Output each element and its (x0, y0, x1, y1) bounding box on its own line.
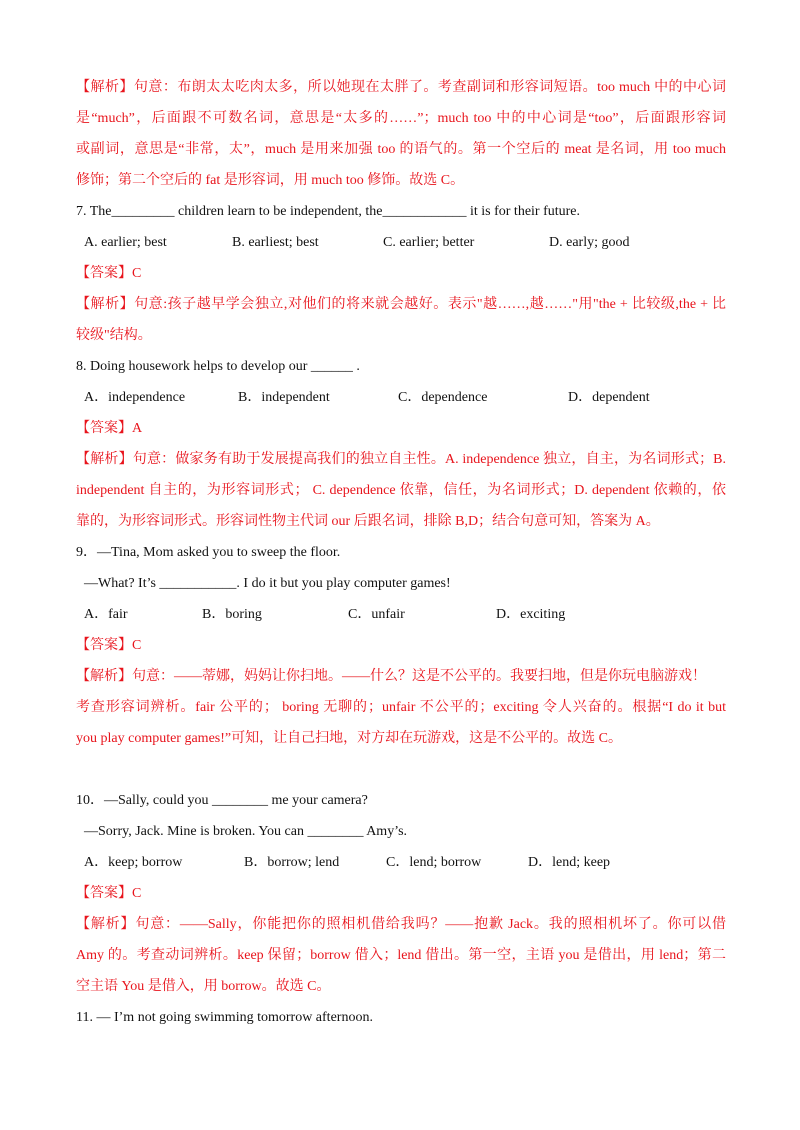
q10-option-d: D．lend; keep (528, 855, 611, 870)
q8-options (76, 382, 726, 413)
q10-explanation-line-2: Amy 的。考查动词辨析。keep 保留；borrow 借入；lend 借出。第一空，主语 you 是借出，用 lend；第二 (76, 948, 726, 963)
q10-option-b: B．borrow; lend (244, 855, 340, 870)
q7-option-a: A. earlier; best (84, 235, 167, 250)
q10-answer: 【答案】C (76, 886, 142, 901)
q7-explanation-line-1: 【解析】句意:孩子越早学会独立,对他们的将来就会越好。表示"越……,越……"用"the + 比较级,the + 比 (76, 297, 726, 312)
q7-option-c: C. earlier; better (383, 235, 475, 250)
q9-stem: 9．—Tina, Mom asked you to sweep the floor. (76, 545, 341, 560)
q9-option-a: A．fair (84, 607, 128, 622)
q8-answer: 【答案】A (76, 421, 143, 436)
q10-explanation-line-3: 空主语 You 是借入，用 borrow。故选 C。 (76, 979, 331, 994)
q9-answer: 【答案】C (76, 638, 142, 653)
q8-stem: 8. Doing housework helps to develop our ______ . (76, 359, 360, 374)
q6-explanation-line-3: 或副词，意思是“非常，太”，much 是用来加强 too 的语气的。第一个空后的 meat 是名词，用 too much (76, 142, 726, 157)
q9-option-c: C．unfair (348, 607, 405, 622)
q9-explanation-line-1: 【解析】句意：——蒂娜，妈妈让你扫地。——什么？这是不公平的。我要扫地，但是你玩电脑游戏！ (76, 669, 706, 684)
q8-option-d: D．dependent (568, 390, 650, 405)
q10-option-a: A．keep; borrow (84, 855, 183, 870)
q9-explanation-line-2: 考查形容词辨析。fair 公平的； boring 无聊的；unfair 不公平的；exciting 令人兴奋的。根据“I do it but (76, 700, 726, 715)
q8-option-c: C．dependence (398, 390, 488, 405)
q6-explanation-line-2: 是“much”，后面跟不可数名词，意思是“太多的……”；much too 中的中心词是“too”，后面跟形容词 (76, 111, 726, 126)
q9-option-b: B．boring (202, 607, 262, 622)
q7-answer: 【答案】C (76, 266, 142, 281)
q6-explanation-line-4: 修饰；第二个空后的 fat 是形容词，用 much too 修饰。故选 C。 (76, 173, 465, 188)
q7-stem: 7. The_________ children learn to be independent, the____________ it is for their future. (76, 204, 581, 219)
q10-option-c: C．lend; borrow (386, 855, 482, 870)
q9-option-d: D．exciting (496, 607, 566, 622)
q10-options (76, 847, 726, 878)
section-spacer (76, 754, 726, 785)
q9-explanation-line-3: you play computer games!”可知，让自己扫地，对方却在玩游戏，这是不公平的。故选 C。 (76, 731, 622, 746)
q8-option-a: A．independence (84, 390, 186, 405)
q9-options (76, 599, 726, 630)
q8-explanation-line-2: independent 自主的，为形容词形式； C. dependence 依靠，信任，为名词形式；D. dependent 依赖的，依 (76, 483, 726, 498)
q8-explanation-line-1: 【解析】句意：做家务有助于发展提高我们的独立自主性。A. independence 独立，自主，为名词形式；B. (76, 452, 726, 467)
q10-stem-reply: —Sorry, Jack. Mine is broken. You can ________ Amy’s. (84, 824, 408, 839)
q7-explanation-line-2: 较级"结构。 (76, 328, 152, 343)
q7-option-d: D. early; good (549, 235, 630, 250)
q7-option-b: B. earliest; best (232, 235, 319, 250)
q8-option-b: B．independent (238, 390, 330, 405)
document-page (76, 72, 726, 1033)
q9-stem-reply: —What? It’s ___________. I do it but you play computer games! (84, 576, 451, 591)
q8-explanation-line-3: 靠的，为形容词形式。形容词性物主代词 our 后跟名词，排除 B,D；结合句意可知，答案为 A。 (76, 514, 660, 529)
q11-stem: 11. — I’m not going swimming tomorrow afternoon. (76, 1010, 373, 1025)
q10-explanation-line-1: 【解析】句意：——Sally，你能把你的照相机借给我吗？——抱歉 Jack。我的照相机坏了。你可以借 (76, 917, 726, 932)
q6-explanation-line-1: 【解析】句意：布朗太太吃肉太多，所以她现在太胖了。考查副词和形容词短语。too much 中的中心词 (76, 80, 726, 95)
q7-options (76, 227, 726, 258)
q10-stem: 10．—Sally, could you ________ me your camera? (76, 793, 368, 808)
